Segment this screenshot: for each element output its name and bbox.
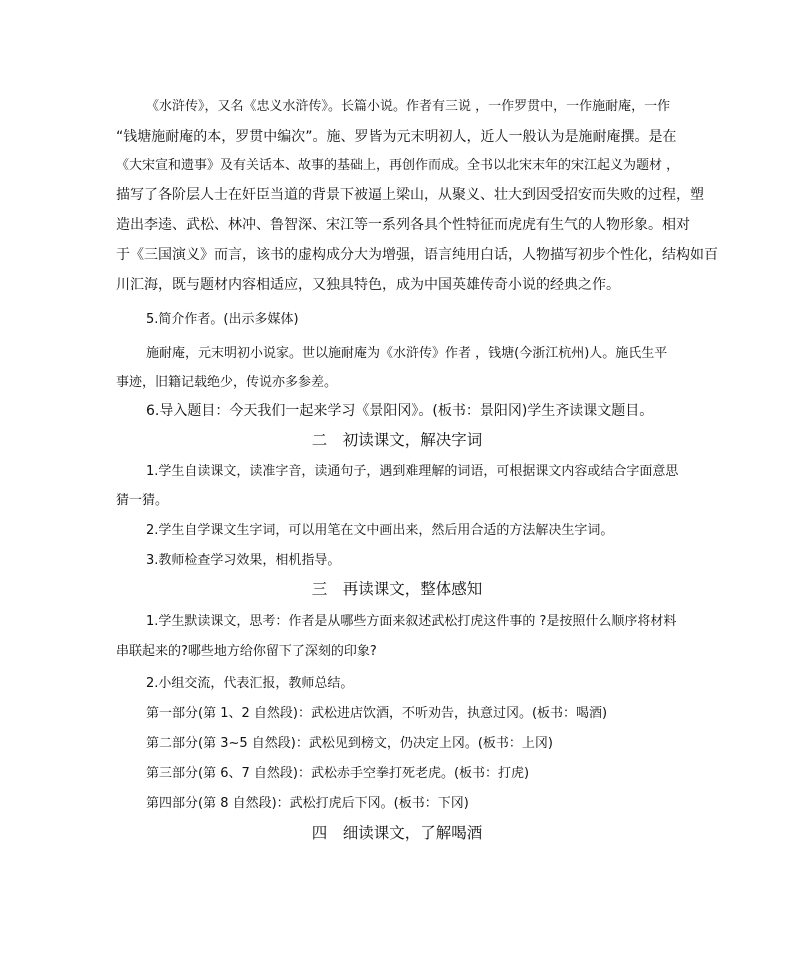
section3-heading: 三 再读课文，整体感知 <box>311 580 483 598</box>
section2-heading: 二 初读课文，解决字词 <box>311 431 483 449</box>
section3-part-2: 第二部分(第 3~5 自然段)：武松见到榜文，仍决定上冈。(板书：上冈) <box>146 736 553 751</box>
step5-line-1: 施耐庵，元末明初小说家。世以施耐庵为《水浒传》作者 ，钱塘(今浙江杭州)人。施氏生平 <box>146 346 668 361</box>
intro-line-1: 《水浒传》，又名《忠义水浒传》。长篇小说。作者有三说 ，一作罗贯中，一作施耐庵，一作 <box>146 99 671 114</box>
intro-line-2: “钱塘施耐庵的本，罗贯中编次”。施、罗皆为元末明初人，近人一般认为是施耐庵撰。是在 <box>116 129 677 145</box>
intro-line-3: 《大宋宣和遗事》及有关话本、故事的基础上，再创作而成。全书以北宋末年的宋江起义为题材 ， <box>116 158 680 173</box>
step6-line: 6.导入题目：今天我们一起来学习《景阳冈》。(板书：景阳冈)学生齐读课文题目。 <box>146 403 654 419</box>
intro-line-4: 描写了各阶层人士在奸臣当道的背景下被逼上梁山，从聚义、壮大到因受招安而失败的过程，塑 <box>116 187 704 203</box>
step5-line-2: 事迹，旧籍记载绝少，传说亦多参差。 <box>116 375 338 390</box>
intro-line-5: 造出李逵、武松、林冲、鲁智深、宋江等一系列各具个性特征而虎虎有生气的人物形象。相对 <box>116 217 690 233</box>
section3-item1-line2: 串联起来的?哪些地方给你留下了深刻的印象? <box>116 644 377 659</box>
intro-line-7: 川汇海，既与题材内容相适应，又独具特色，成为中国英雄传奇小说的经典之作。 <box>116 277 620 293</box>
intro-line-6: 于《三国演义》而言，该书的虚构成分大为增强，语言纯用白话，人物描写初步个性化，结构如百 <box>116 247 718 263</box>
section2-item1-line1: 1.学生自读课文，读准字音，读通句子，遇到难理解的词语，可根据课文内容或结合字面意思 <box>146 464 679 479</box>
section3-part-4: 第四部分(第 8 自然段)：武松打虎后下冈。(板书：下冈) <box>146 796 469 811</box>
section4-heading: 四 细读课文，了解喝酒 <box>311 824 483 842</box>
section2-item2: 2.学生自学课文生字词，可以用笔在文中画出来，然后用合适的方法解决生字词。 <box>146 523 614 538</box>
section3-part-3: 第三部分(第 6、7 自然段)：武松赤手空拳打死老虎。(板书：打虎) <box>146 766 530 781</box>
section3-item1-line1: 1.学生默读课文，思考：作者是从哪些方面来叙述武松打虎这件事的 ?是按照什么顺序将材料 <box>146 614 677 629</box>
section3-item2: 2.小组交流，代表汇报，教师总结。 <box>146 676 354 691</box>
step5-title: 5.简介作者。(出示多媒体) <box>146 312 299 327</box>
section3-part-1: 第一部分(第 1、2 自然段)：武松进店饮酒，不听劝告，执意过冈。(板书：喝酒) <box>146 706 608 721</box>
section2-item3: 3.教师检查学习效果，相机指导。 <box>146 553 341 568</box>
section2-item1-line2: 猜一猜。 <box>116 493 169 508</box>
